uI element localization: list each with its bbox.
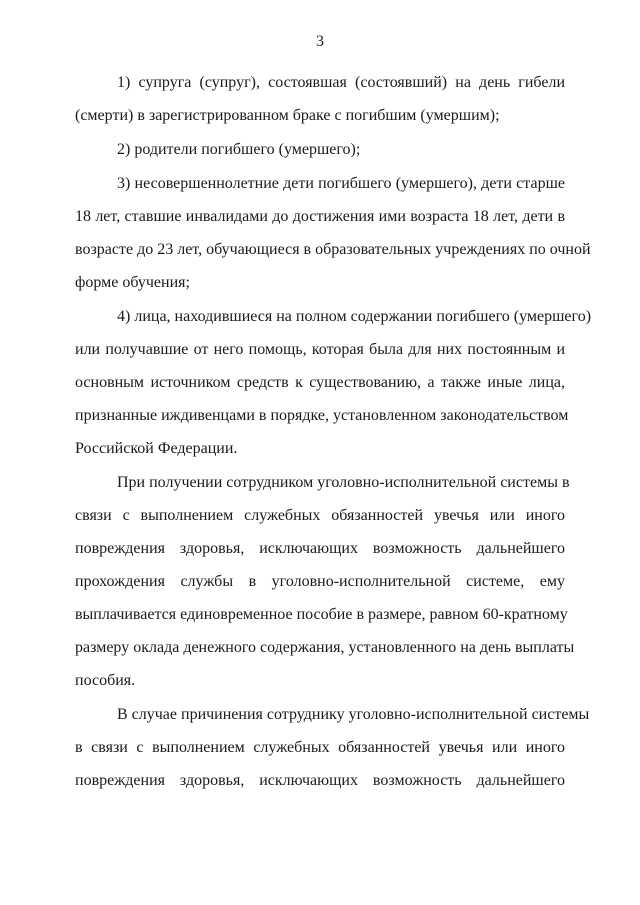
text-line: в связи с выполнением служебных обязанностей увечья или иного	[75, 739, 565, 756]
text-line: 2) родители погибшего (умершего);	[117, 141, 361, 158]
text-line: (смерти) в зарегистрированном браке с погибшим (умершим);	[75, 107, 500, 124]
text-line: При получении сотрудником уголовно-исполнительной системы в	[117, 474, 570, 491]
text-line: размеру оклада денежного содержания, установленного на день выплаты	[75, 639, 575, 656]
text-line: прохождения службы в уголовно-исполнительной системе, ему	[75, 573, 565, 590]
text-line: связи с выполнением служебных обязанностей увечья или иного	[75, 507, 565, 524]
text-line: основным источником средств к существованию, а также иные лица,	[75, 374, 565, 391]
text-line: Российской Федерации.	[75, 440, 238, 457]
text-line: 1) супруга (супруг), состоявшая (состоявший) на день гибели	[117, 74, 565, 91]
text-line: В случае причинения сотруднику уголовно-исполнительной системы	[117, 706, 590, 723]
text-line: возрасте до 23 лет, обучающиеся в образовательных учреждениях по очной	[75, 241, 591, 258]
text-line: 4) лица, находившиеся на полном содержании погибшего (умершего)	[117, 308, 592, 325]
text-line: 3) несовершеннолетние дети погибшего (умершего), дети старше	[117, 175, 565, 192]
page-number: 3	[316, 33, 324, 50]
text-line: повреждения здоровья, исключающих возможность дальнейшего	[75, 540, 565, 557]
text-line: 18 лет, ставшие инвалидами до достижения ими возраста 18 лет, дети в	[75, 208, 565, 225]
text-line: форме обучения;	[75, 274, 190, 291]
text-line: или получавшие от него помощь, которая была для них постоянным и	[75, 341, 565, 358]
text-line: признанные иждивенцами в порядке, установленном законодательством	[75, 407, 569, 424]
text-line: повреждения здоровья, исключающих возможность дальнейшего	[75, 772, 565, 789]
text-line: выплачивается единовременное пособие в размере, равном 60-кратному	[75, 606, 568, 623]
text-line: пособия.	[75, 672, 136, 689]
